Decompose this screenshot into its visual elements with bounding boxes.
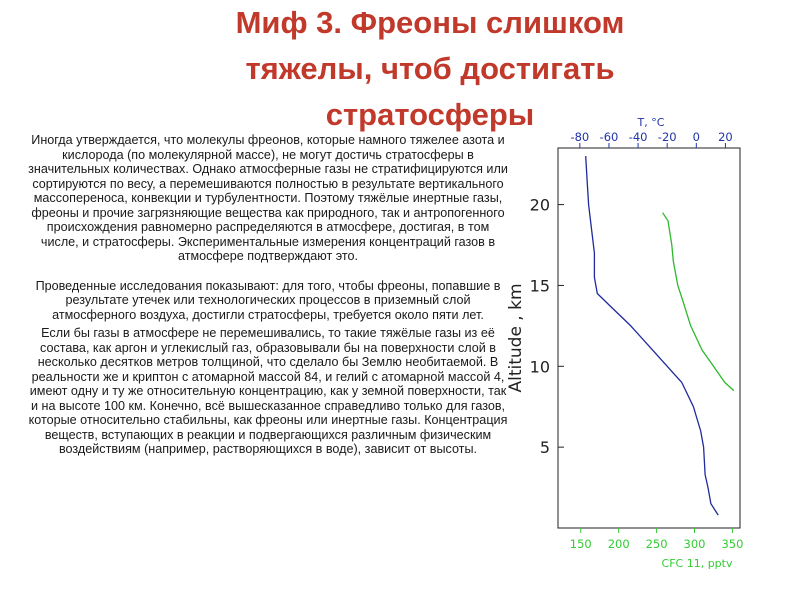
bottom-axis-tick-label: 250: [645, 537, 668, 551]
bottom-axis-label: CFC 11, pptv: [661, 557, 733, 570]
y-tick-label: 10: [529, 357, 550, 377]
paragraph-2: Проведенные исследования показывают: для того, чтобы фреоны, попавшие в результате утечек или технологических процессов в приземный слой атмосферного воздуха, достигли стратосферы, требуется около пяти лет.: [35, 278, 501, 322]
temperature-profile-line: [586, 156, 719, 515]
top-axis-tick-label: 0: [692, 130, 700, 144]
y-tick-label: 15: [529, 276, 550, 296]
bottom-axis-tick-label: 350: [721, 537, 744, 551]
y-tick-label: 20: [529, 195, 550, 215]
plot-frame: [558, 148, 740, 528]
title-line-3: стратосферы: [325, 97, 535, 132]
top-axis-tick-label: -20: [657, 130, 677, 144]
bottom-axis-tick-label: 150: [569, 537, 592, 551]
top-axis-tick-label: -40: [628, 130, 648, 144]
top-axis-tick-label: -80: [570, 130, 590, 144]
paragraph-3: Если бы газы в атмосфере не перемешивались, то такие тяжёлые газы из её состава, как аргон и углекислый газ, образовывали бы на поверхности слой в несколько десятков метров толщиной, что сделало бы Землю необитаемой. В реальности же и криптон с атомарной массой 84, и гелий с атомарной массой 4, имеют одну и ту же относительную концентрацию, как у земной поверхности, так и на высоте 100 км. Конечно, всё вышесказанное справедливо только для газов, которые относительно стабильны, как фреоны или инертные газы. Концентрация веществ, вступающих в реакции и подвергающихся различным физическим воздействиям (например, растворяющихся в воде), зависит от высоты.: [28, 326, 508, 456]
paragraph-1: Иногда утверждается, что молекулы фреонов, которые намного тяжелее азота и кислорода (по молекулярной массе), не могут достичь стратосферы в значительных количествах. Однако атмосферные газы не стратифицируются или сортируются по весу, а перемешиваются полностью в результате вертикального массопереноса, конвекции и турбулентности. Поэтому тяжёлые инертные газы, фреоны и прочие загрязняющие вещества как природного, так и антропогенного происхождения равномерно распределяются в атмосфере, достигая, в том числе, и стратосферы. Экспериментальные измерения концентраций газов в атмосфере подтверждают это.: [28, 133, 508, 263]
top-axis-tick-label: 20: [718, 130, 733, 144]
bottom-axis-tick-label: 200: [607, 537, 630, 551]
cfc11-profile-line: [663, 213, 734, 391]
top-axis-label: T, °C: [637, 116, 665, 129]
title-line-2: тяжелы, чтоб достигать: [245, 51, 615, 86]
title-line-1: Миф 3. Фреоны слишком: [235, 5, 625, 40]
y-tick-label: 5: [539, 438, 550, 458]
y-axis-label: Altitude , km: [506, 283, 526, 393]
top-axis-tick-label: -60: [599, 130, 619, 144]
bottom-axis-tick-label: 300: [683, 537, 706, 551]
